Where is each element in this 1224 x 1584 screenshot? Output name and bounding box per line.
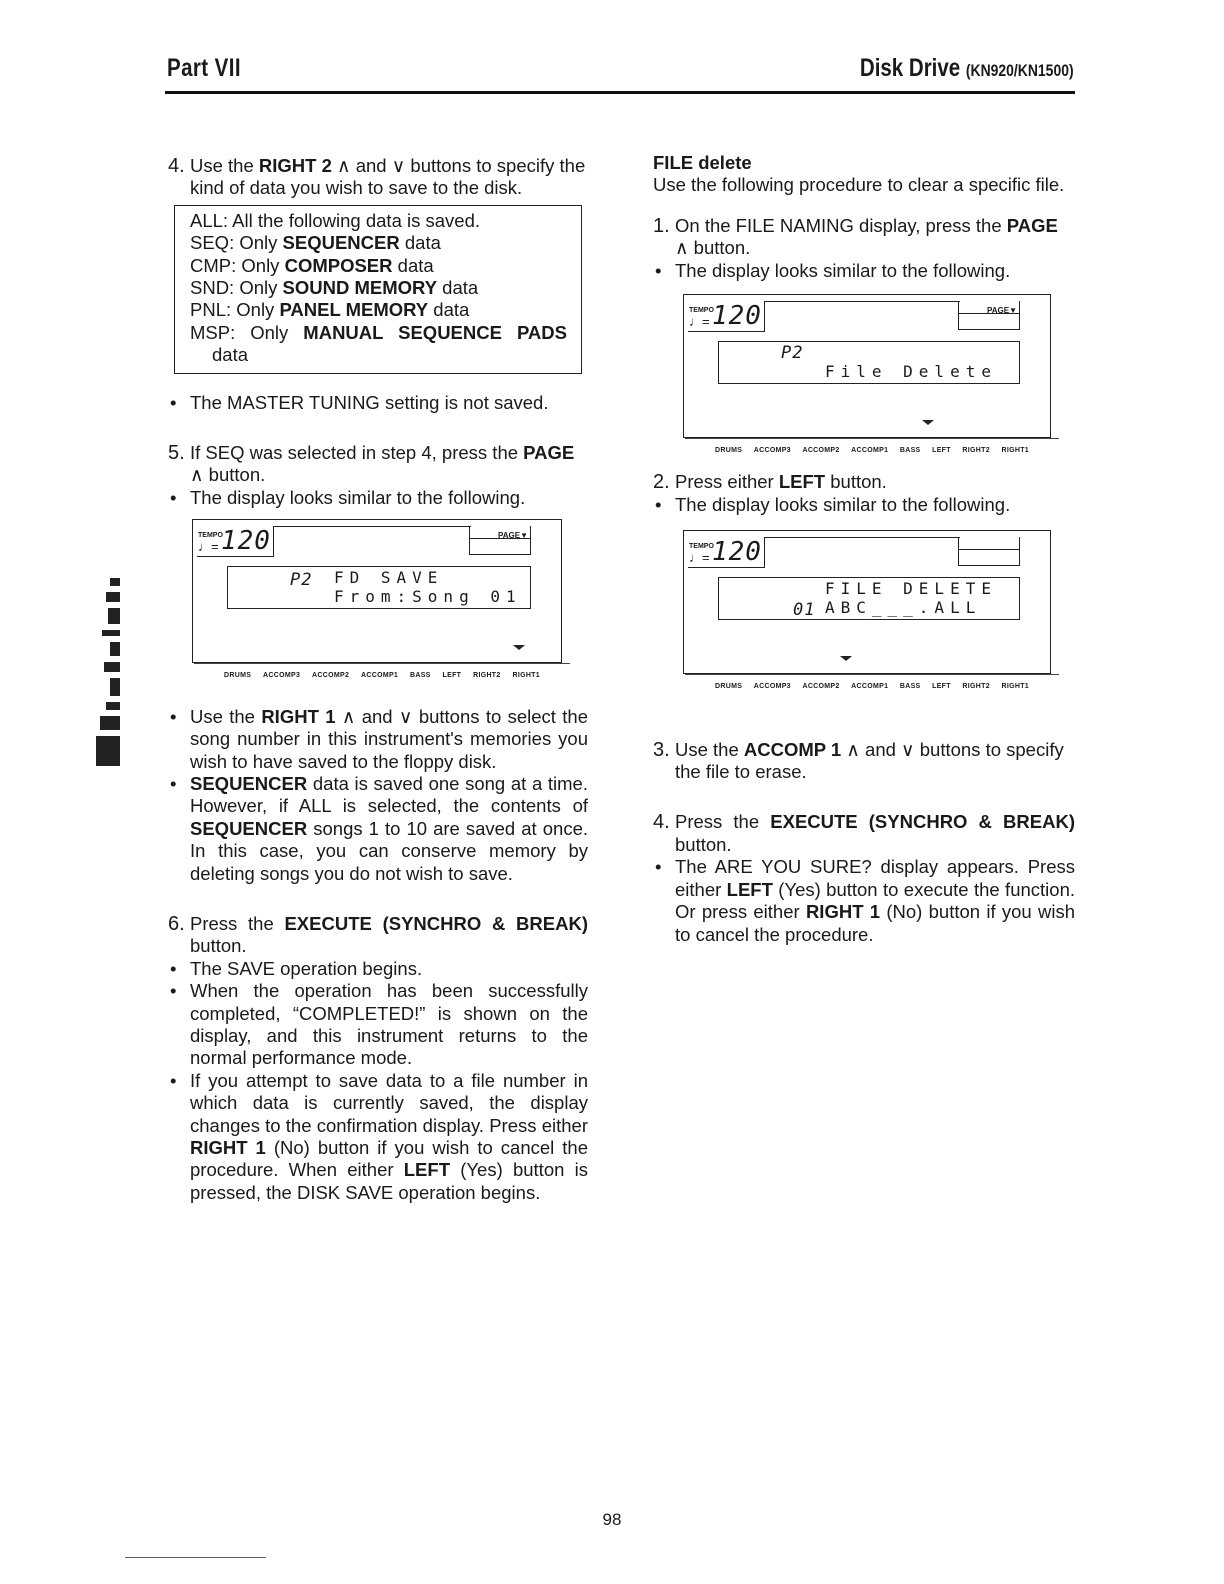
lcd-label: ACCOMP1: [851, 683, 889, 691]
button-name: RIGHT 1: [190, 1137, 266, 1158]
button-name: LEFT: [403, 1159, 450, 1181]
lcd-top-line: [764, 301, 960, 302]
part-heading: Part VII: [167, 54, 241, 82]
bullet-right1-select: [168, 706, 588, 773]
data-type-msp: [190, 322, 581, 344]
lcd-label: DRUMS: [715, 683, 743, 691]
data-type-bold: SEQUENCER: [282, 232, 400, 254]
footer-rule: [125, 1557, 266, 1558]
lcd-tempo-value: 120: [221, 526, 271, 557]
lcd-label: ACCOMP2: [802, 683, 840, 691]
file-delete-intro: Use the following procedure to clear a specific file.: [653, 174, 1065, 196]
button-name: ACCOMP 1: [743, 738, 842, 760]
lcd-message-area: [227, 566, 531, 609]
step-text: On the FILE NAMING display, press the: [675, 214, 1007, 236]
section-heading: [860, 54, 1074, 83]
lcd-label: DRUMS: [224, 672, 252, 680]
data-type-text: data: [428, 299, 470, 321]
data-type-text: data: [392, 254, 434, 276]
lcd-tempo-box: [688, 301, 765, 332]
data-type-text: MSP: Only: [190, 321, 304, 343]
bullet-text: (No) button if you wish to cancel the procedure.: [675, 901, 1075, 945]
step-text: Use the: [675, 738, 744, 760]
step-text: Press the: [675, 811, 771, 833]
button-name: EXECUTE (SYNCHRO & BREAK): [770, 811, 1075, 833]
step-4-specify-data: [168, 155, 588, 200]
button-name: LEFT: [778, 471, 826, 493]
thumb-index-marks: [96, 578, 124, 768]
bullet-text: (Yes) button is pressed, the DISK SAVE operation begins.: [190, 1159, 588, 1203]
data-type-snd: [190, 277, 581, 299]
bullet-text: ∧ and ∨ buttons to select the song number in this instrument's memories you wish to have saved to the floppy disk.: [190, 705, 588, 772]
lcd-file-delete-figure: [683, 294, 1051, 462]
lcd-file-delete-confirm-figure: [683, 530, 1051, 698]
lcd-line-2: File Delete: [825, 362, 997, 382]
data-type-seq: [190, 232, 581, 254]
bullet-confirmation: [168, 1070, 588, 1204]
data-type-text: data: [437, 277, 479, 299]
lcd-label: ACCOMP1: [851, 447, 889, 455]
data-type-pnl: [190, 299, 581, 321]
step-2-left-button: [653, 471, 1075, 493]
lcd-tempo-label: TEMPO: [198, 532, 223, 540]
step-number: 3.: [653, 738, 670, 761]
lcd-part-labels: [685, 674, 1059, 698]
step-text: ∧ button.: [190, 464, 266, 486]
step-text: ∧ and ∨ buttons to specify the file to erase.: [675, 738, 1064, 783]
lcd-label: ACCOMP2: [312, 672, 350, 680]
bullet-completed: • When the operation has been successfully completed, “COMPLETED!” is shown on the display, and this instrument returns to the normal performance mode.: [168, 980, 588, 1070]
lcd-quarter-note: ♩=: [689, 314, 710, 330]
lcd-message-area: [718, 341, 1020, 384]
bullet-display-similar: • The display looks similar to the following.: [168, 487, 588, 509]
step-number: 2.: [653, 471, 670, 494]
header-rule: [165, 91, 1075, 94]
data-type-bold: COMPOSER: [284, 254, 393, 276]
step-text: Press either: [675, 471, 779, 493]
bullet-text: If you attempt to save data to a file number in which data is currently saved, the display changes to the confirmation display. Press either: [190, 1069, 588, 1136]
lcd-message-area: [718, 577, 1020, 620]
lcd-file-number: 01: [793, 600, 816, 621]
lcd-label: BASS: [899, 447, 921, 455]
lcd-label: ACCOMP2: [802, 447, 840, 455]
lcd-label: ACCOMP3: [753, 683, 791, 691]
right-column: [653, 152, 1075, 946]
lcd-page-label: PAGE▼: [498, 531, 528, 541]
step-1-page-button: [653, 215, 1075, 260]
step-6-execute: [168, 913, 588, 958]
lcd-top-line: [764, 537, 960, 538]
lcd-label: RIGHT1: [1001, 683, 1029, 691]
data-type-text: PNL: Only: [190, 299, 280, 321]
lcd-page-label: PAGE▼: [987, 306, 1017, 316]
lcd-tempo-label: TEMPO: [689, 307, 714, 315]
step-number: 5.: [168, 442, 185, 465]
bullet-text: data is saved one song at a time. However, if ALL is selected, the contents of: [190, 772, 588, 817]
page-number: 98: [602, 1510, 622, 1529]
lcd-label: RIGHT2: [962, 447, 990, 455]
lcd-label: LEFT: [932, 683, 951, 691]
section-file-delete-title: FILE delete: [653, 152, 752, 173]
lcd-page-box: [469, 526, 531, 555]
model-numbers: (KN920/KN1500): [966, 61, 1074, 80]
data-type-bold: SOUND MEMORY: [282, 277, 438, 299]
step-text: Press the: [190, 912, 285, 934]
lcd-display: [683, 294, 1051, 438]
step-number: 4.: [653, 811, 670, 834]
lcd-line-2: From:Song 01: [334, 587, 522, 607]
step-text: If SEQ was selected in step 4, press the: [190, 442, 524, 464]
lcd-label: LEFT: [442, 672, 462, 680]
step-number: 6.: [168, 912, 185, 935]
bold-term: SEQUENCER: [190, 772, 308, 794]
bullet-text: (Yes) button to execute the function. Or press either: [675, 878, 1075, 923]
button-name: RIGHT 2: [258, 155, 332, 176]
left-column: [168, 155, 588, 1204]
bullet-display-similar: • The display looks similar to the following.: [653, 494, 1075, 516]
lcd-caret-icon: [922, 420, 934, 425]
bullet-text: Use the: [190, 705, 262, 727]
lcd-tempo-label: TEMPO: [689, 543, 714, 551]
button-name: PAGE: [523, 442, 575, 464]
lcd-label: RIGHT1: [1001, 447, 1029, 455]
step-text: Use the: [190, 155, 259, 176]
lcd-page-box: [958, 301, 1020, 330]
lcd-caret-icon: [840, 656, 852, 661]
lcd-label: BASS: [899, 683, 921, 691]
button-name: LEFT: [726, 878, 773, 900]
bullet-text: songs 1 to 10 are saved at once. In this case, you can conserve memory by deleting songs you do not wish to save.: [190, 817, 588, 884]
data-type-bold: MANUAL SEQUENCE PADS: [303, 321, 567, 343]
lcd-line-2: ABC___.ALL: [825, 598, 982, 618]
data-type-bold: PANEL MEMORY: [279, 299, 429, 321]
data-type-text: CMP: Only: [190, 254, 285, 276]
bullet-save-begins: • The SAVE operation begins.: [168, 958, 588, 980]
data-type-text: data: [399, 232, 441, 254]
lcd-label: DRUMS: [715, 447, 743, 455]
bullet-display-similar: • The display looks similar to the following.: [653, 260, 1075, 282]
lcd-line-1: FILE DELETE: [825, 579, 997, 599]
data-type-box: [174, 205, 582, 374]
step-text: button.: [190, 935, 247, 957]
step-text: button.: [825, 471, 887, 493]
lcd-label: ACCOMP3: [753, 447, 791, 455]
lcd-line-1: FD SAVE: [334, 568, 444, 588]
lcd-label: BASS: [410, 672, 431, 680]
lcd-part-labels: [194, 663, 570, 687]
lcd-page-code: P2: [781, 343, 804, 364]
lcd-display: [683, 530, 1051, 674]
step-text: buttons to specify the kind of data you wish to save to the disk.: [190, 155, 586, 199]
bullet-text: The ARE YOU SURE? display appears. Press either: [675, 856, 1075, 900]
lcd-label: RIGHT1: [512, 672, 540, 680]
data-type-cmp: [190, 255, 581, 277]
step-3-accomp1: [653, 739, 1075, 784]
lcd-quarter-note: ♩=: [689, 550, 710, 566]
bullet-text: (No) button if you wish to cancel the procedure. When either: [190, 1137, 589, 1181]
bullet-sequencer-data: [168, 773, 588, 885]
lcd-page-box: [958, 537, 1020, 566]
lcd-fd-save-figure: [192, 519, 562, 687]
lcd-part-labels: [685, 438, 1059, 462]
lcd-tempo-value: 120: [712, 537, 762, 568]
data-type-msp-cont: data: [212, 344, 249, 366]
bullet-are-you-sure: [653, 856, 1075, 946]
lcd-display: [192, 519, 562, 663]
button-name: RIGHT 1: [805, 901, 881, 923]
data-type-all: ALL: All the following data is saved.: [190, 209, 481, 231]
lcd-label: LEFT: [932, 447, 951, 455]
button-name: RIGHT 1: [261, 705, 336, 727]
step-number: 4.: [168, 155, 185, 177]
data-type-text: SEQ: Only: [190, 232, 283, 254]
lcd-tempo-box: [688, 537, 765, 568]
data-type-text: SND: Only: [190, 277, 283, 299]
button-name: PAGE: [1006, 214, 1058, 236]
lcd-top-line: [273, 526, 471, 527]
lcd-caret-icon: [513, 645, 525, 650]
step-text: ∧ and ∨: [331, 155, 411, 176]
step-4-execute: [653, 811, 1075, 856]
button-name: EXECUTE (SYNCHRO & BREAK): [284, 912, 588, 934]
lcd-label: RIGHT2: [473, 672, 501, 680]
step-number: 1.: [653, 214, 670, 237]
step-5-page-button: [168, 442, 588, 487]
lcd-tempo-box: [197, 526, 274, 557]
lcd-quarter-note: ♩=: [198, 539, 219, 555]
step-text: ∧ button.: [675, 237, 751, 259]
lcd-label: ACCOMP1: [361, 672, 399, 680]
bold-term: SEQUENCER: [190, 817, 308, 839]
lcd-page-code: P2: [290, 570, 313, 591]
lcd-label: ACCOMP3: [263, 672, 301, 680]
section-title: Disk Drive: [860, 54, 961, 82]
lcd-label: RIGHT2: [962, 683, 990, 691]
bullet-master-tuning: • The MASTER TUNING setting is not saved.: [168, 392, 588, 414]
lcd-tempo-value: 120: [712, 301, 762, 332]
step-text: button.: [675, 833, 732, 855]
